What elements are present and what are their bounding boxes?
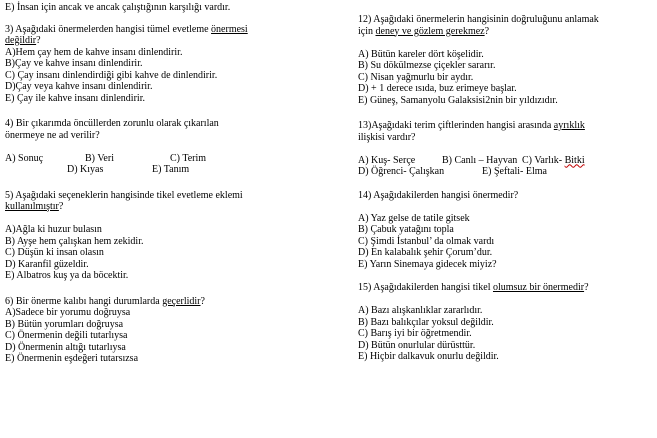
- question-15-option-d: D) Bütün onurlular dürüsttür.: [358, 339, 476, 351]
- question-12-option-d: D) + 1 derece ısıda, buz erimeye başlar.: [358, 83, 517, 94]
- question-4-options-row-1: [5, 153, 325, 165]
- question-12: [358, 14, 653, 106]
- question-13-options-row-1: [358, 155, 653, 167]
- previous-answer-line: E) İnsan için ancak ve ancak çalıştığının karşılığı vardır.: [5, 2, 231, 13]
- question-6-option-a: A)Sadece bir yorumu doğruysa: [5, 307, 131, 318]
- question-13-option-d: D) Öğrenci- Çalışkan: [358, 166, 445, 177]
- question-5: [5, 190, 325, 282]
- question-3-stem-line-2: değildir?: [5, 35, 41, 46]
- question-12-option-a: A) Bütün kareler dört köşelidir.: [358, 48, 484, 60]
- question-4-stem-line-1: 4) Bir çıkarımda öncüllerden zorunlu olarak çıkarılan: [5, 118, 219, 129]
- question-6-option-e: E) Önermenin eşdeğeri tutarsızsa: [5, 353, 139, 364]
- question-6-option-c: C) Önermenin değili tutarlıysa: [5, 330, 128, 341]
- question-15-stem: 15) Aşağıdakilerden hangisi tikel olumsuz bir önermedir?: [358, 282, 589, 293]
- question-4-options-row-2: [5, 164, 325, 176]
- question-15-option-a: A) Bazı alışkanlıklar zararlıdır.: [358, 305, 483, 316]
- question-6-stem: 6) Bir önerme kalıbı hangi durumlarda geçerlidir?: [5, 295, 205, 307]
- question-12-option-c: C) Nisan yağmurlu bir aydır.: [358, 71, 474, 83]
- question-13-stem-line-1: 13)Aşağıdaki terim çiftlerinden hangisi arasında ayrıklık: [358, 120, 585, 131]
- question-5-option-a: A)Ağla ki huzur bulasın: [5, 224, 102, 235]
- question-15-option-c: C) Barış iyi bir öğretmendir.: [358, 328, 472, 339]
- question-15-option-b: B) Bazı balıkçılar yoksul değildir.: [358, 316, 494, 328]
- question-13-option-a: A) Kuş- Serçe: [358, 154, 416, 166]
- question-4-option-e: E) Tanım: [152, 164, 190, 175]
- question-4-option-b: B) Veri: [85, 152, 114, 164]
- question-5-option-c: C) Düşün ki insan olasın: [5, 247, 104, 258]
- question-4-option-a: A) Sonuç: [5, 152, 44, 164]
- question-12-stem-line-1: 12) Aşağıdaki önermelerin hangisinin doğruluğunu anlamak: [358, 14, 599, 25]
- question-3: [5, 24, 325, 105]
- question-6: [5, 296, 325, 365]
- question-13-option-e: E) Şeftali- Elma: [482, 166, 547, 177]
- question-5-stem-line-1: 5) Aşağıdaki seçeneklerin hangisinde tikel evetleme eklemi: [5, 189, 243, 201]
- question-3-option-a: A)Hem çay hem de kahve insanı dinlendirir.: [5, 46, 183, 58]
- question-12-option-e: E) Güneş, Samanyolu Galaksisi2nin bir yıldızıdır.: [358, 94, 558, 106]
- question-3-option-d: D)Çay veya kahve insanı dinlendirir.: [5, 81, 153, 92]
- left-column: [5, 0, 325, 365]
- question-4-stem-line-2: önermeye ne ad verilir?: [5, 129, 100, 141]
- question-15: [358, 282, 653, 363]
- question-13-option-c: C) Varlık- Bitki: [522, 154, 585, 166]
- question-13: [358, 120, 653, 178]
- question-13-option-b: B) Canlı – Hayvan: [442, 154, 518, 166]
- question-5-option-e: E) Albatros kuş ya da böcektir.: [5, 270, 129, 281]
- question-14-option-a: A) Yaz gelse de tatile gitsek: [358, 212, 470, 224]
- right-column: [358, 14, 653, 363]
- question-3-option-c: C) Çay insanı dinlendirdiği gibi kahve de dinlendirir.: [5, 69, 218, 81]
- question-4: [5, 118, 325, 176]
- question-14-option-b: B) Çabuk yatağını topla: [358, 224, 454, 235]
- question-5-option-b: B) Ayşe hem çalışkan hem zekidir.: [5, 235, 144, 247]
- question-15-option-e: E) Hiçbir dalkavuk onurlu değildir.: [358, 351, 499, 362]
- question-4-option-c: C) Terim: [170, 152, 207, 164]
- question-6-option-b: B) Bütün yorumları doğruysa: [5, 318, 124, 330]
- question-13-options-row-2: [358, 166, 653, 178]
- question-5-option-d: D) Karanfil güzeldir.: [5, 258, 89, 270]
- question-14-option-e: E) Yarın Sinemaya gidecek miyiz?: [358, 258, 497, 270]
- question-4-option-d: D) Kıyas: [67, 164, 104, 175]
- question-3-option-e: E) Çay ile kahve insanı dinlendirir.: [5, 92, 145, 104]
- question-3-stem-line-1: 3) Aşağıdaki önermelerden hangisi tümel evetleme önermesi: [5, 23, 248, 35]
- question-13-stem-line-2: ilişkisi vardır?: [358, 131, 416, 143]
- question-12-stem-line-2: için deney ve gözlem gerekmez?: [358, 25, 490, 37]
- question-14-option-c: C) Şimdi İstanbul’ da olmak vardı: [358, 235, 495, 247]
- question-14-option-d: D) En kalabalık şehir Çorum’dur.: [358, 247, 493, 258]
- question-5-stem-line-2: kullanılmıştır?: [5, 201, 64, 212]
- question-12-option-b: B) Su dökülmezse çiçekler sararır.: [358, 60, 496, 71]
- question-14: [358, 190, 653, 271]
- question-14-stem: 14) Aşağıdakilerden hangisi önermedir?: [358, 189, 519, 201]
- question-6-option-d: D) Önermenin altığı tutarlıysa: [5, 341, 126, 353]
- question-3-option-b: B)Çay ve kahve insanı dinlendirir.: [5, 58, 143, 69]
